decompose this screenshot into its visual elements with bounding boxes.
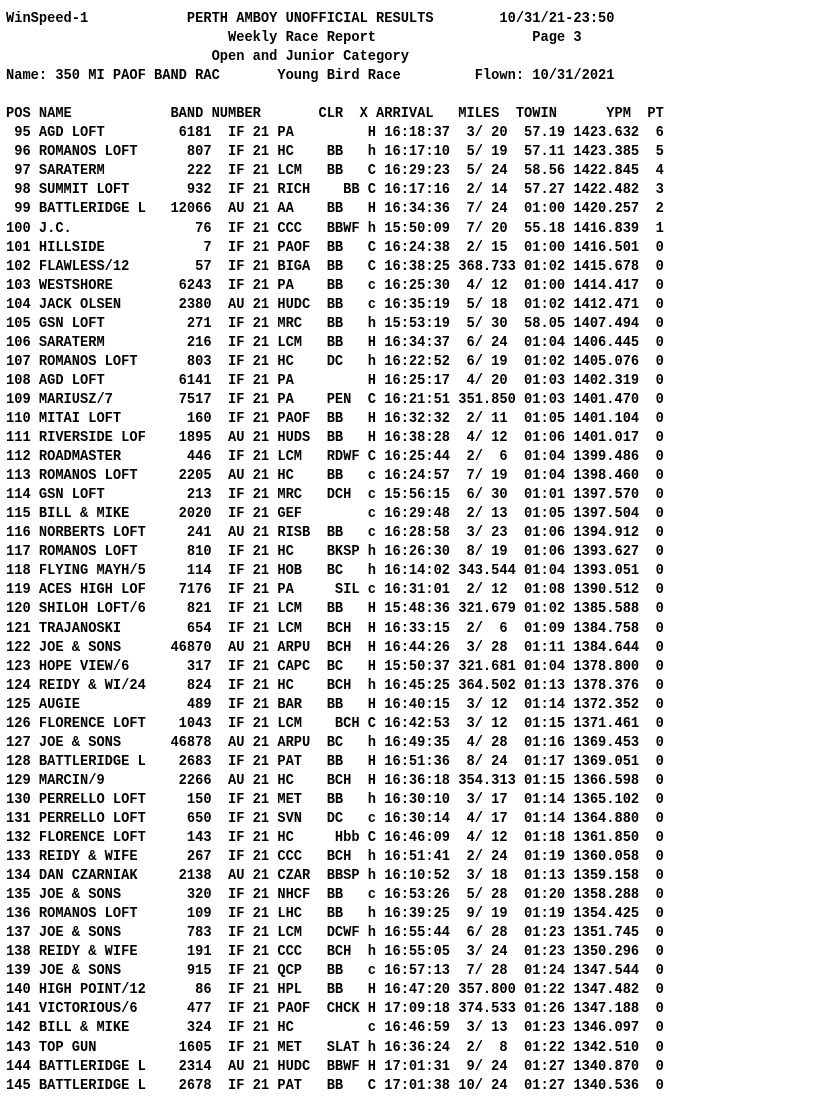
result-row: 102 FLAWLESS/12 57 IF 21 BIGA BB C 16:38:25 368.733 01:02 1415.678 0 (6, 258, 664, 275)
result-row: 134 DAN CZARNIAK 2138 AU 21 CZAR BBSP h 16:10:52 3/ 18 01:13 1359.158 0 (6, 868, 664, 885)
result-row: 111 RIVERSIDE LOF 1895 AU 21 HUDS BB H 16:38:28 4/ 12 01:06 1401.017 0 (6, 430, 664, 447)
result-row: 136 ROMANOS LOFT 109 IF 21 LHC BB h 16:39:25 9/ 19 01:19 1354.425 0 (6, 906, 664, 923)
result-row: 113 ROMANOS LOFT 2205 AU 21 HC BB c 16:24:57 7/ 19 01:04 1398.460 0 (6, 468, 664, 485)
result-row: 109 MARIUSZ/7 7517 IF 21 PA PEN C 16:21:51 351.850 01:03 1401.470 0 (6, 391, 664, 408)
report-header-line: Open and Junior Category (6, 49, 409, 66)
result-row: 97 SARATERM 222 IF 21 LCM BB C 16:29:23 5/ 24 58.56 1422.845 4 (6, 163, 664, 180)
result-row: 117 ROMANOS LOFT 810 IF 21 HC BKSP h 16:26:30 8/ 19 01:06 1393.627 0 (6, 544, 664, 561)
report-header-line: WinSpeed-1 PERTH AMBOY UNOFFICIAL RESULTS 10/31/21-23:50 (6, 11, 615, 27)
result-row: 108 AGD LOFT 6141 IF 21 PA H 16:25:17 4/ 20 01:03 1402.319 0 (6, 372, 664, 389)
result-row: 112 ROADMASTER 446 IF 21 LCM RDWF C 16:25:44 2/ 6 01:04 1399.486 0 (6, 449, 664, 466)
result-row: 132 FLORENCE LOFT 143 IF 21 HC Hbb C 16:46:09 4/ 12 01:18 1361.850 0 (6, 830, 664, 847)
results-table (6, 124, 664, 1095)
result-row: 137 JOE & SONS 783 IF 21 LCM DCWF h 16:55:44 6/ 28 01:23 1351.745 0 (6, 925, 664, 942)
result-row: 138 REIDY & WIFE 191 IF 21 CCC BCH h 16:55:05 3/ 24 01:23 1350.296 0 (6, 944, 664, 961)
result-row: 99 BATTLERIDGE L 12066 AU 21 AA BB H 16:34:36 7/ 24 01:00 1420.257 2 (6, 201, 664, 218)
column-headers: POS NAME BAND NUMBER CLR X ARRIVAL MILES TOWIN YPM PT (6, 106, 664, 123)
result-row: 123 HOPE VIEW/6 317 IF 21 CAPC BC H 15:50:37 321.681 01:04 1378.800 0 (6, 658, 664, 675)
report-header-line: Weekly Race Report Page 3 (6, 30, 582, 47)
result-row: 130 PERRELLO LOFT 150 IF 21 MET BB h 16:30:10 3/ 17 01:14 1365.102 0 (6, 791, 664, 808)
result-row: 145 BATTLERIDGE L 2678 IF 21 PAT BB C 17:01:38 10/ 24 01:27 1340.536 0 (6, 1077, 664, 1094)
result-row: 95 AGD LOFT 6181 IF 21 PA H 16:18:37 3/ 20 57.19 1423.632 6 (6, 125, 664, 142)
result-row: 142 BILL & MIKE 324 IF 21 HC c 16:46:59 3/ 13 01:23 1346.097 0 (6, 1020, 664, 1037)
result-row: 121 TRAJANOSKI 654 IF 21 LCM BCH H 16:33:15 2/ 6 01:09 1384.758 0 (6, 620, 664, 637)
race-report (6, 10, 664, 1096)
result-row: 101 HILLSIDE 7 IF 21 PAOF BB C 16:24:38 2/ 15 01:00 1416.501 0 (6, 239, 664, 256)
result-row: 98 SUMMIT LOFT 932 IF 21 RICH BB C 16:17:16 2/ 14 57.27 1422.482 3 (6, 182, 664, 199)
result-row: 129 MARCIN/9 2266 AU 21 HC BCH H 16:36:18 354.313 01:15 1366.598 0 (6, 772, 664, 789)
result-row: 133 REIDY & WIFE 267 IF 21 CCC BCH h 16:51:41 2/ 24 01:19 1360.058 0 (6, 849, 664, 866)
result-row: 120 SHILOH LOFT/6 821 IF 21 LCM BB H 15:48:36 321.679 01:02 1385.588 0 (6, 601, 664, 618)
result-row: 115 BILL & MIKE 2020 IF 21 GEF c 16:29:48 2/ 13 01:05 1397.504 0 (6, 506, 664, 523)
result-row: 125 AUGIE 489 IF 21 BAR BB H 16:40:15 3/ 12 01:14 1372.352 0 (6, 696, 664, 713)
result-row: 131 PERRELLO LOFT 650 IF 21 SVN DC c 16:30:14 4/ 17 01:14 1364.880 0 (6, 810, 664, 827)
result-row: 100 J.C. 76 IF 21 CCC BBWF h 15:50:09 7/ 20 55.18 1416.839 1 (6, 220, 664, 237)
result-row: 104 JACK OLSEN 2380 AU 21 HUDC BB c 16:35:19 5/ 18 01:02 1412.471 0 (6, 296, 664, 313)
report-header-line: Name: 350 MI PAOF BAND RAC Young Bird Race Flown: 10/31/2021 (6, 68, 615, 85)
result-row: 96 ROMANOS LOFT 807 IF 21 HC BB h 16:17:10 5/ 19 57.11 1423.385 5 (6, 144, 664, 161)
result-row: 119 ACES HIGH LOF 7176 IF 21 PA SIL c 16:31:01 2/ 12 01:08 1390.512 0 (6, 582, 664, 599)
result-row: 124 REIDY & WI/24 824 IF 21 HC BCH h 16:45:25 364.502 01:13 1378.376 0 (6, 677, 664, 694)
result-row: 126 FLORENCE LOFT 1043 IF 21 LCM BCH C 16:42:53 3/ 12 01:15 1371.461 0 (6, 715, 664, 732)
blank-line (6, 86, 664, 105)
result-row: 103 WESTSHORE 6243 IF 21 PA BB c 16:25:30 4/ 12 01:00 1414.417 0 (6, 277, 664, 294)
result-row: 110 MITAI LOFT 160 IF 21 PAOF BB H 16:32:32 2/ 11 01:05 1401.104 0 (6, 410, 664, 427)
result-row: 122 JOE & SONS 46870 AU 21 ARPU BCH H 16:44:26 3/ 28 01:11 1384.644 0 (6, 639, 664, 656)
result-row: 141 VICTORIOUS/6 477 IF 21 PAOF CHCK H 17:09:18 374.533 01:26 1347.188 0 (6, 1001, 664, 1018)
result-row: 128 BATTLERIDGE L 2683 IF 21 PAT BB H 16:51:36 8/ 24 01:17 1369.051 0 (6, 753, 664, 770)
result-row: 118 FLYING MAYH/5 114 IF 21 HOB BC h 16:14:02 343.544 01:04 1393.051 0 (6, 563, 664, 580)
result-row: 105 GSN LOFT 271 IF 21 MRC BB h 15:53:19 5/ 30 58.05 1407.494 0 (6, 315, 664, 332)
result-row: 135 JOE & SONS 320 IF 21 NHCF BB c 16:53:26 5/ 28 01:20 1358.288 0 (6, 887, 664, 904)
result-row: 106 SARATERM 216 IF 21 LCM BB H 16:34:37 6/ 24 01:04 1406.445 0 (6, 334, 664, 351)
result-row: 144 BATTLERIDGE L 2314 AU 21 HUDC BBWF H 17:01:31 9/ 24 01:27 1340.870 0 (6, 1058, 664, 1075)
result-row: 127 JOE & SONS 46878 AU 21 ARPU BC h 16:49:35 4/ 28 01:16 1369.453 0 (6, 734, 664, 751)
result-row: 107 ROMANOS LOFT 803 IF 21 HC DC h 16:22:52 6/ 19 01:02 1405.076 0 (6, 353, 664, 370)
result-row: 114 GSN LOFT 213 IF 21 MRC DCH c 15:56:15 6/ 30 01:01 1397.570 0 (6, 487, 664, 504)
result-row: 143 TOP GUN 1605 IF 21 MET SLAT h 16:36:24 2/ 8 01:22 1342.510 0 (6, 1039, 664, 1056)
result-row: 140 HIGH POINT/12 86 IF 21 HPL BB H 16:47:20 357.800 01:22 1347.482 0 (6, 982, 664, 999)
result-row: 139 JOE & SONS 915 IF 21 QCP BB c 16:57:13 7/ 28 01:24 1347.544 0 (6, 963, 664, 980)
result-row: 116 NORBERTS LOFT 241 AU 21 RISB BB c 16:28:58 3/ 23 01:06 1394.912 0 (6, 525, 664, 542)
